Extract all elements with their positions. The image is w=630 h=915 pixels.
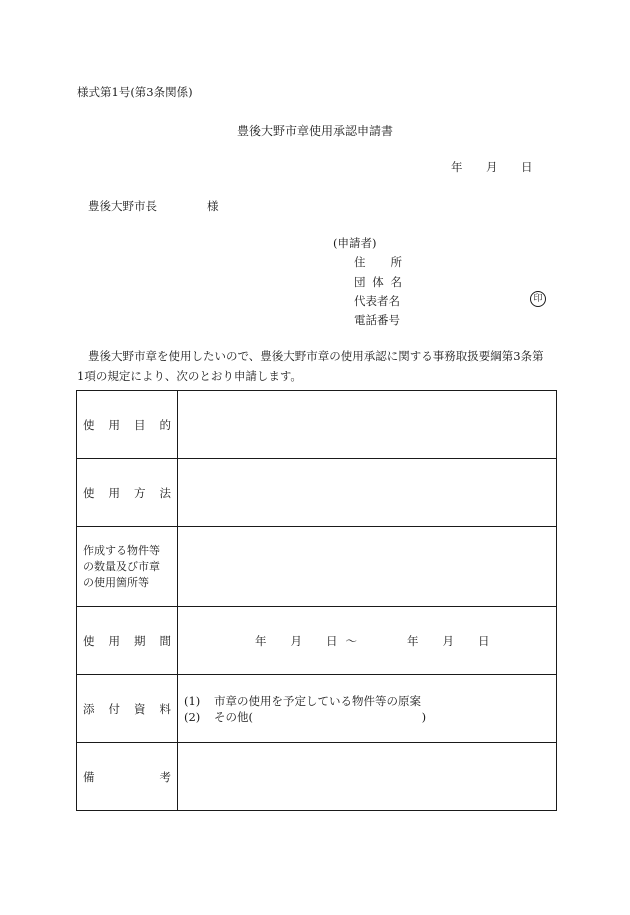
intro-paragraph	[77, 346, 563, 386]
attachments-row	[77, 675, 557, 743]
period-end-day: 日	[478, 633, 490, 648]
attachment-item-2: (2) その他( )	[184, 709, 427, 724]
applicant-address-label: 住 所	[354, 255, 402, 269]
period-label: 使 用 期 間	[77, 607, 178, 675]
period-end-month: 月	[442, 633, 454, 648]
attachment-item-1: (1) 市章の使用を予定している物件等の原案	[184, 693, 421, 708]
period-start-year: 年	[255, 633, 267, 648]
document-title: 豊後大野市章使用承認申請書	[236, 124, 393, 138]
remarks-label: 備 考	[77, 743, 178, 811]
items-field[interactable]	[178, 527, 557, 607]
period-end-year: 年	[407, 633, 419, 648]
purpose-field[interactable]	[178, 391, 557, 459]
period-tilde: 〜	[345, 633, 357, 648]
intro-line-2: 1項の規定により、次のとおり申請します。	[77, 369, 302, 383]
method-label: 使 用 方 法	[77, 459, 178, 527]
attachments-field[interactable]	[178, 675, 557, 743]
applicant-group-label: 団 体 名	[354, 275, 402, 289]
date-month-label: 月	[486, 160, 498, 174]
purpose-label: 使 用 目 的	[77, 391, 178, 459]
attachments-label: 添 付 資 料	[77, 675, 178, 743]
items-row	[77, 527, 557, 607]
form-number: 様式第1号(第3条関係)	[77, 85, 193, 99]
method-row	[77, 459, 557, 527]
date-year-label: 年	[451, 160, 463, 174]
method-field[interactable]	[178, 459, 557, 527]
seal-mark: 印	[530, 291, 546, 307]
date-day-label: 日	[521, 160, 533, 174]
remarks-field[interactable]	[178, 743, 557, 811]
addressee-honorific: 様	[207, 199, 219, 213]
items-label: 作成する物件等 の数量及び市章 の使用箇所等	[77, 527, 178, 607]
period-start-day: 日	[326, 633, 338, 648]
applicant-phone-label: 電話番号	[354, 313, 400, 327]
purpose-row	[77, 391, 557, 459]
period-row	[77, 607, 557, 675]
applicant-representative-label: 代表者名	[354, 294, 400, 308]
applicant-heading: (申請者)	[333, 236, 377, 250]
addressee-name: 豊後大野市長	[88, 199, 157, 213]
remarks-row	[77, 743, 557, 811]
intro-line-1: 豊後大野市章を使用したいので、豊後大野市章の使用承認に関する事務取扱要綱第3条第	[88, 349, 544, 363]
period-field[interactable]	[178, 607, 557, 675]
application-table	[76, 390, 557, 811]
period-start-month: 月	[290, 633, 302, 648]
